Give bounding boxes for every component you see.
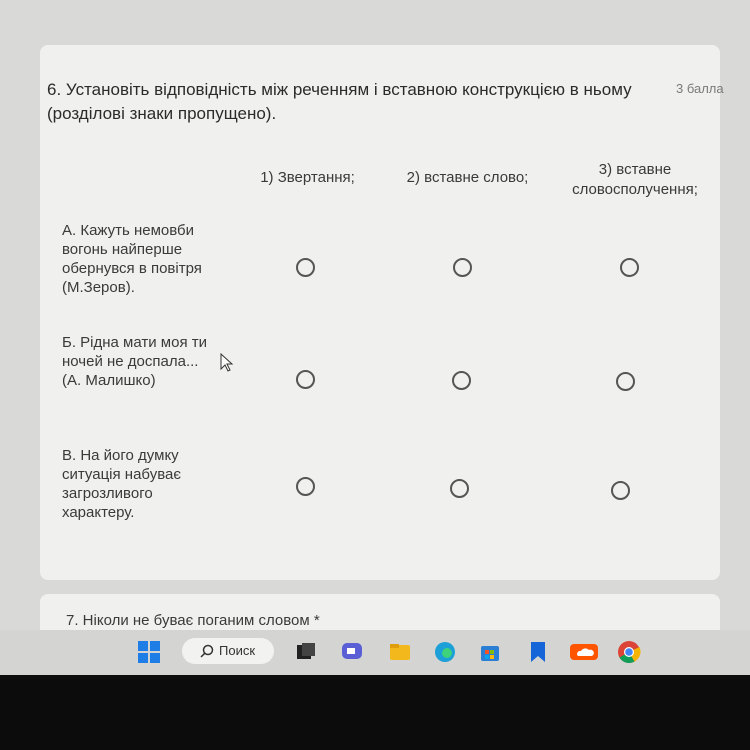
search-icon (200, 644, 214, 658)
radio-b-3[interactable] (616, 372, 635, 391)
mouse-cursor-icon (220, 353, 234, 373)
question-title: 6. Установіть відповідність між реченням і вставною конструкцією в ньому (розділові знаки пропущено). (47, 80, 632, 123)
radio-a-1[interactable] (296, 258, 315, 277)
column-header-2: 2) вставне слово; (406, 169, 529, 186)
edge-browser-icon[interactable] (433, 640, 457, 664)
radio-c-3[interactable] (611, 481, 630, 500)
radio-c-1[interactable] (296, 477, 315, 496)
windows-start-icon[interactable] (137, 640, 161, 664)
task-view-icon[interactable] (294, 640, 318, 664)
row-label-a: А. Кажуть немовби вогонь найперше обернувся в повітря (М.Зеров). (62, 222, 202, 296)
soundcloud-icon[interactable] (570, 640, 598, 664)
column-header-1: 1) Звертання; (260, 169, 355, 186)
bookmark-app-icon[interactable] (526, 640, 550, 664)
radio-a-2[interactable] (453, 258, 472, 277)
radio-b-2[interactable] (452, 371, 471, 390)
row-label-c: В. На його думку ситуація набуває загрозливого характеру. (62, 447, 181, 521)
file-explorer-icon[interactable] (388, 640, 412, 664)
radio-b-1[interactable] (296, 370, 315, 389)
column-header-3: 3) вставне словосполучення; (572, 161, 698, 198)
taskbar-search-label: Поиск (219, 643, 256, 658)
points-label: 3 балла (676, 81, 724, 96)
row-label-b: Б. Рідна мати моя ти ночей не доспала... (А. Малишко) (62, 334, 207, 389)
microsoft-store-icon[interactable] (478, 640, 502, 664)
teams-chat-icon[interactable] (340, 640, 364, 664)
chrome-icon[interactable] (617, 640, 641, 664)
next-question-title: 7. Ніколи не буває поганим словом * (66, 612, 320, 629)
radio-a-3[interactable] (620, 258, 639, 277)
radio-c-2[interactable] (450, 479, 469, 498)
